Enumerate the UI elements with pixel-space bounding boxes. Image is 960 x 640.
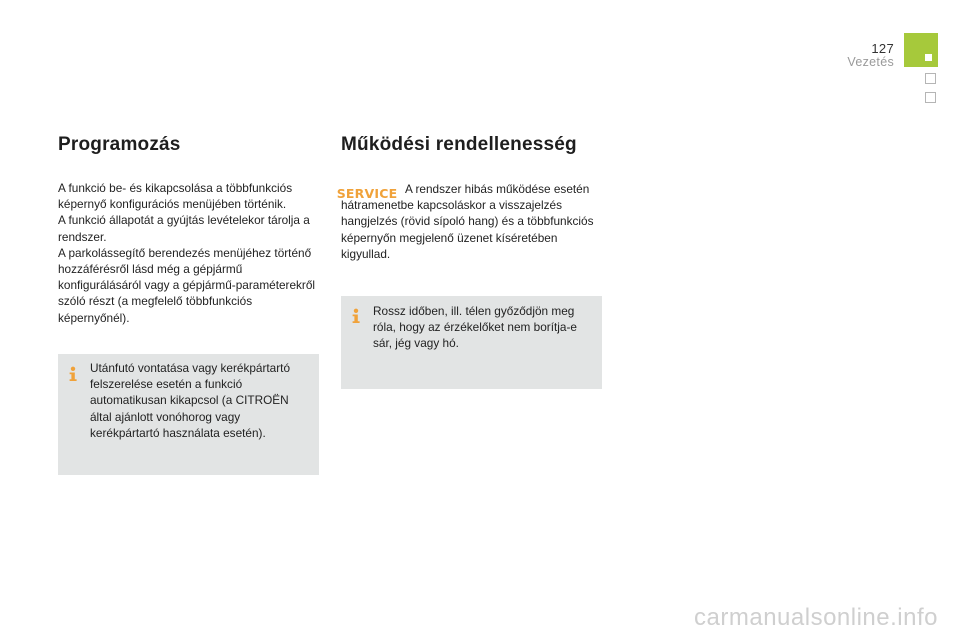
chapter-tab[interactable]	[925, 73, 936, 84]
programming-text	[58, 180, 320, 326]
tab-dot-icon	[925, 54, 932, 61]
info-box-towing	[58, 354, 319, 475]
paragraph: A parkolássegítő berendezés menüjéhez történő hozzáférésről lásd még a gépjármű konfigurálásáról vagy a gépjármű-paraméterekről szóló részt (a megfelelő többfunkciós képernyőnél).	[58, 245, 316, 325]
info-icon	[349, 308, 363, 324]
service-icon-label: SERVICE	[336, 186, 398, 201]
info-text: Utánfutó vontatása vagy kerékpártartó felszerelése esetén a funkció automatikusan kikapcsol (a CITROËN által ajánlott vonóhorog vagy kerékpártartó használata esetén).	[90, 361, 291, 440]
page-number: 127	[871, 41, 894, 56]
watermark: carmanualsonline.info	[694, 604, 938, 631]
chapter-tab[interactable]	[925, 92, 936, 103]
section-title-malfunction: Működési rendellenesség	[341, 134, 577, 155]
malfunction-text: A rendszer hibás működése esetén hátramenetbe kapcsoláskor a visszajelzés hangjelzés (rövid sípoló hang) és a többfunkciós képernyőn megjelenő üzenet kíséretében kigyullad.	[341, 182, 594, 261]
info-text: Rossz időben, ill. télen győződjön meg róla, hogy az érzékelőket nem borítja-e sár, jég vagy hó.	[373, 304, 577, 351]
section-name: Vezetés	[847, 55, 894, 69]
paragraph: A funkció be- és kikapcsolása a többfunkciós képernyő konfigurációs menüjében történik.	[58, 181, 293, 212]
info-icon	[66, 366, 80, 382]
section-title-programming: Programozás	[58, 134, 181, 155]
paragraph: A funkció állapotát a gyújtás levételekor tárolja a rendszer.	[58, 213, 310, 244]
chapter-tab-active[interactable]	[904, 33, 938, 67]
info-box-weather	[341, 296, 602, 389]
